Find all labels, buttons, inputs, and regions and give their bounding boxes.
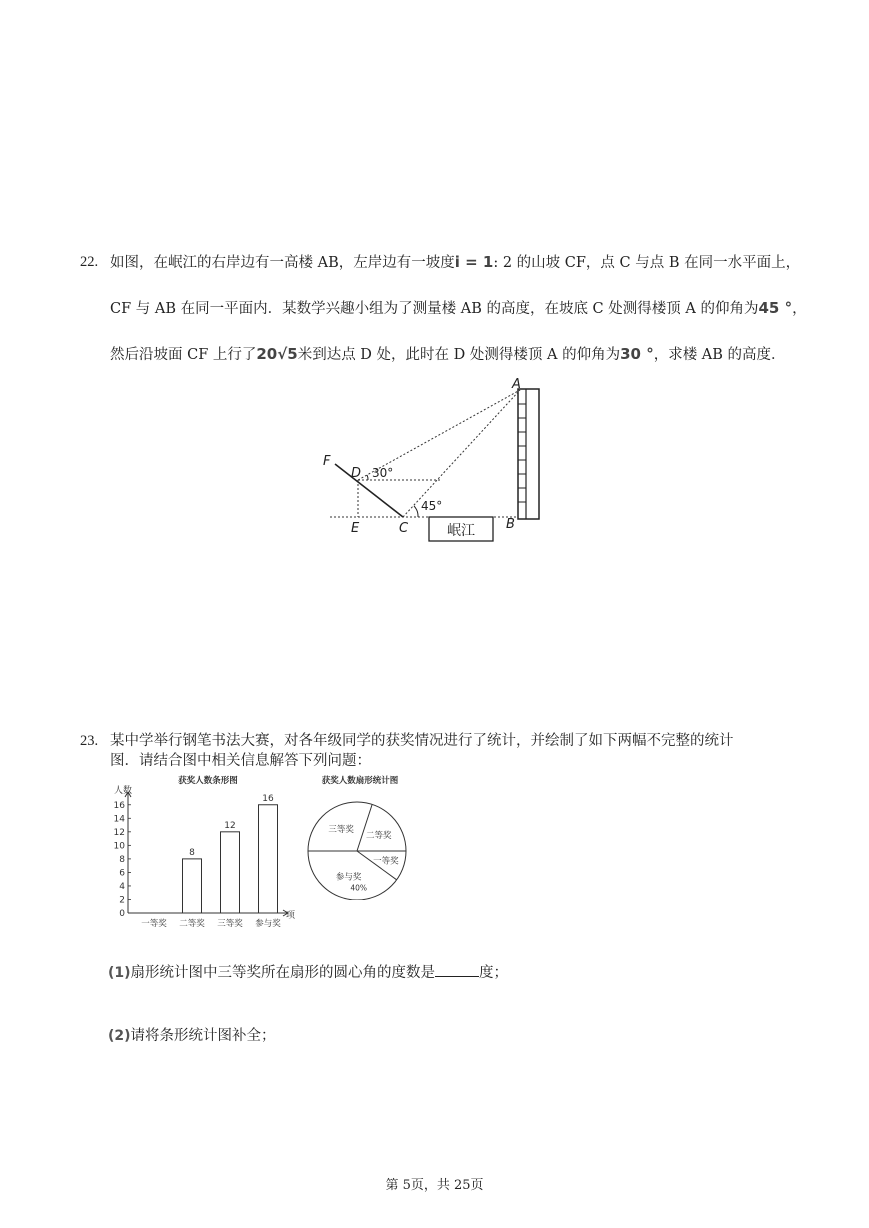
building-outline (518, 389, 539, 519)
q22-slope-math: i = 1 (454, 253, 494, 271)
q22-distance-math: 20√5 (256, 345, 298, 363)
label-c: C (399, 521, 409, 536)
q23-sub1-label: (1) (108, 965, 131, 981)
q23-sub1-text-a: 扇形统计图中三等奖所在扇形的圆心角的度数是 (130, 965, 436, 981)
bar-data-label: 8 (189, 847, 195, 858)
q22-line-1-text-a: 如图，在岷江的右岸边有一高楼 AB，左岸边有一坡度 (110, 255, 455, 271)
bar-data-label: 12 (224, 820, 236, 831)
q23-line-2: 图．请结合图中相关信息解答下列问题： (110, 753, 371, 769)
bar-y-tick-label: 4 (119, 881, 125, 892)
bar-category-label: 一等奖 (141, 919, 167, 929)
q22-line-2 (110, 298, 807, 319)
angle-arc-c (414, 506, 418, 517)
bar-chart-title: 获奖人数条形图 (178, 776, 238, 786)
pie-chart-title: 获奖人数扇形统计图 (321, 776, 399, 786)
bar-category-label: 参与奖 (255, 919, 281, 929)
bar-chart-ylabel: 人数 (114, 786, 133, 796)
q22-angle30-math: 30 ° (620, 345, 654, 363)
q22-line-3 (110, 344, 786, 365)
bar-category-label: 二等奖 (179, 919, 205, 929)
label-b: B (506, 517, 515, 532)
bar-y-tick-label: 12 (113, 827, 125, 838)
pie-slice-label: 一等奖 (373, 856, 399, 867)
q23-sub1-answer-blank[interactable] (435, 962, 479, 977)
q22-number: 22. (80, 254, 99, 270)
q23-sub1 (108, 962, 508, 983)
bar-y-tick-label: 6 (119, 868, 125, 879)
bar-mark (259, 805, 278, 913)
sight-line-ca (403, 390, 520, 517)
page-footer: 第 5页，共 25页 (385, 1178, 484, 1193)
label-d: D (351, 466, 362, 481)
q23-number: 23. (80, 733, 99, 749)
pie-slice-label: 三等奖 (328, 825, 354, 836)
q22-line-1-text-b: : 2 的山坡 CF，点 C 与点 B 在同一水平面上， (493, 255, 801, 271)
label-e: E (351, 521, 360, 536)
bar-mark (221, 832, 240, 913)
q23-sub1-text-b: 度； (479, 965, 509, 981)
q22-line-2-text-b: ， (792, 301, 807, 317)
q22-line-3-text-c: ，求楼 AB 的高度． (653, 347, 786, 363)
label-f: F (323, 454, 331, 469)
angle-arc-d (367, 475, 368, 480)
bar-y-tick-label: 2 (119, 895, 125, 906)
q22-line-2-text-a: CF 与 AB 在同一平面内．某数学兴趣小组为了测量楼 AB 的高度，在坡底 C 处测得楼顶 A 的仰角为 (110, 301, 759, 317)
bar-chart-xlabel: 项 (286, 911, 296, 921)
q23-line-1: 某中学举行钢笔书法大赛，对各年级同学的获奖情况进行了统计，并绘制了如下两幅不完整的统计 (110, 733, 734, 749)
bar-data-label: 16 (262, 793, 274, 804)
pie-slice-label: 二等奖 (366, 831, 392, 842)
q22-line-1 (110, 252, 800, 273)
bar-y-tick-label: 0 (119, 909, 125, 919)
bar-y-tick-label: 14 (113, 814, 125, 825)
bar-y-tick-label: 8 (119, 854, 125, 865)
q22-line-3-text-a: 然后沿坡面 CF 上行了 (110, 347, 257, 363)
q22-line-3-text-b: 米到达点 D 处，此时在 D 处测得楼顶 A 的仰角为 (297, 347, 621, 363)
pie-chart (300, 770, 420, 900)
pie-slice-label: 参与奖 (335, 872, 362, 883)
q23-sub2-text: 请将条形统计图补全； (130, 1028, 276, 1044)
bar-chart (108, 770, 308, 935)
q22-figure (310, 370, 560, 550)
river-label: 岷江 (447, 523, 475, 539)
angle-label-c: 45° (421, 499, 443, 513)
q23-sub2 (108, 1026, 276, 1046)
bar-y-tick-label: 10 (113, 841, 125, 852)
q23-sub2-label: (2) (108, 1028, 131, 1044)
pie-slice-annotation: 40% (350, 883, 368, 893)
bar-mark (183, 859, 202, 913)
angle-label-d: 30° (372, 466, 394, 480)
label-a: A (512, 377, 521, 392)
q22-angle45-math: 45 ° (758, 299, 793, 317)
bar-category-label: 三等奖 (217, 919, 243, 929)
bar-y-tick-label: 16 (113, 800, 125, 811)
